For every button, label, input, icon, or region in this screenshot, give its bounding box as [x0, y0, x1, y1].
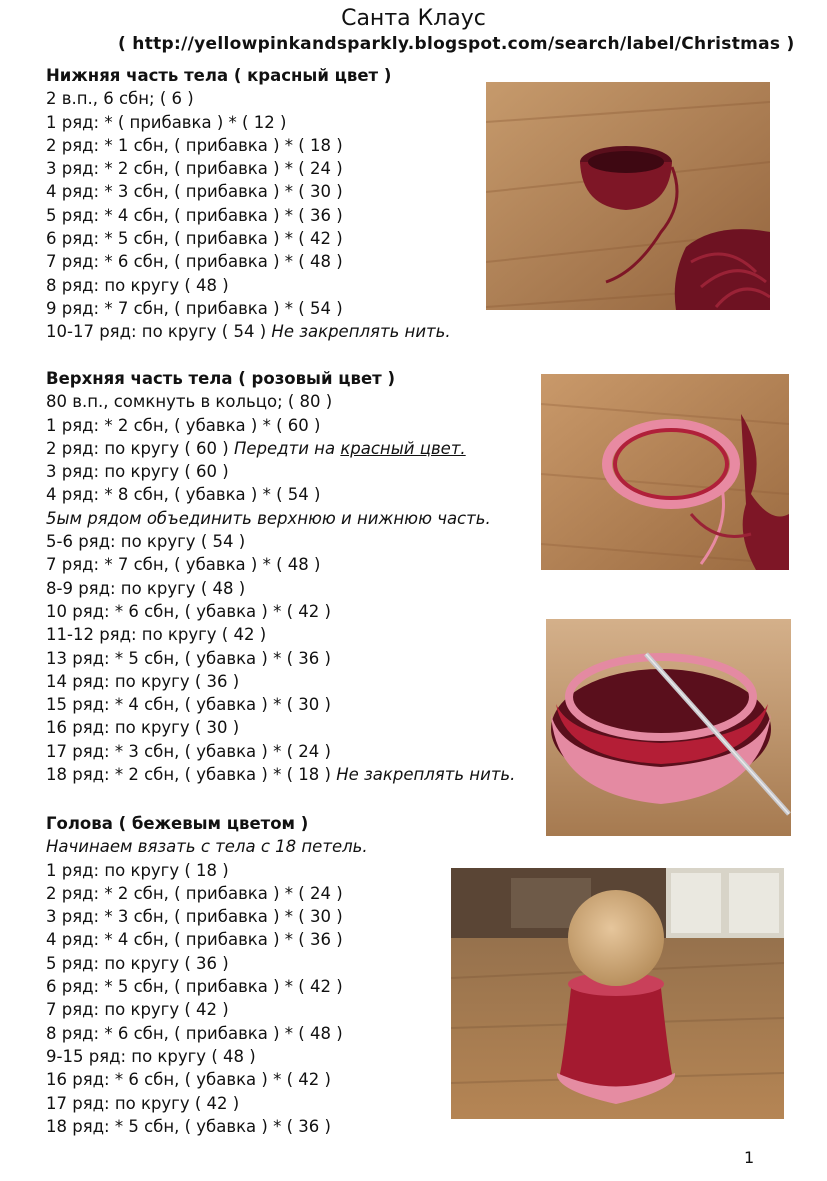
row-text: 8-9 ряд: по кругу ( 48 ) [46, 578, 246, 598]
pattern-row [46, 297, 451, 320]
pattern-row [46, 250, 451, 273]
source-url: ( http://yellowpinkandsparkly.blogspot.com/search/label/Christmas ) [118, 34, 795, 54]
pattern-row [46, 859, 368, 882]
row-text: 5 ряд: по кругу ( 36 ) [46, 953, 229, 973]
row-text: 5 ряд: * 4 сбн, ( прибавка ) * ( 36 ) [46, 205, 343, 225]
row-text: 13 ряд: * 5 сбн, ( убавка ) * ( 36 ) [46, 648, 331, 668]
row-text: 17 ряд: по кругу ( 42 ) [46, 1093, 240, 1113]
pattern-row [46, 600, 515, 623]
section-heading: Голова ( бежевым цветом ) [46, 814, 309, 833]
pattern-row [46, 87, 451, 110]
pattern-row [46, 507, 515, 530]
photo-red-bowl [486, 82, 770, 310]
row-text: 9 ряд: * 7 сбн, ( прибавка ) * ( 54 ) [46, 298, 343, 318]
pattern-row [46, 670, 515, 693]
pattern-row [46, 716, 515, 739]
pattern-row [46, 647, 515, 670]
section-upper-body [46, 367, 515, 786]
section-lower-body [46, 64, 451, 344]
row-text: 1 ряд: * ( прибавка ) * ( 12 ) [46, 112, 287, 132]
row-text: 2 ряд: * 2 сбн, ( прибавка ) * ( 24 ) [46, 883, 343, 903]
row-text: 2 в.п., 6 сбн; ( 6 ) [46, 89, 194, 109]
photo-finished-body [451, 868, 784, 1119]
row-text: 2 ряд: * 1 сбн, ( прибавка ) * ( 18 ) [46, 135, 343, 155]
pattern-row [46, 483, 515, 506]
row-text: 8 ряд: * 6 сбн, ( прибавка ) * ( 48 ) [46, 1023, 343, 1043]
row-note: Начинаем вязать с тела с 18 петель. [46, 837, 368, 857]
pattern-row [46, 740, 515, 763]
row-text: 6 ряд: * 5 сбн, ( прибавка ) * ( 42 ) [46, 229, 343, 249]
pattern-row [46, 905, 368, 928]
row-text: 7 ряд: по кругу ( 42 ) [46, 1000, 229, 1020]
pattern-row [46, 227, 451, 250]
pattern-row [46, 975, 368, 998]
pattern-row [46, 882, 368, 905]
photo-pink-skirt [546, 619, 791, 836]
row-text: 3 ряд: * 2 сбн, ( прибавка ) * ( 24 ) [46, 159, 343, 179]
pattern-row [46, 320, 451, 343]
row-note: 5ым рядом объединить верхнюю и нижнюю часть. [46, 508, 491, 528]
row-text: 4 ряд: * 8 сбн, ( убавка ) * ( 54 ) [46, 485, 321, 505]
row-text: 3 ряд: по кругу ( 60 ) [46, 462, 229, 482]
row-text: 9-15 ряд: по кругу ( 48 ) [46, 1046, 256, 1066]
row-text: 15 ряд: * 4 сбн, ( убавка ) * ( 30 ) [46, 695, 331, 715]
pattern-row [46, 204, 451, 227]
pattern-row [46, 1045, 368, 1068]
row-text: 7 ряд: * 7 сбн, ( убавка ) * ( 48 ) [46, 555, 321, 575]
section-heading: Верхняя часть тела ( розовый цвет ) [46, 369, 395, 388]
section-heading: Нижняя часть тела ( красный цвет ) [46, 66, 392, 85]
row-text: 18 ряд: * 2 сбн, ( убавка ) * ( 18 ) [46, 765, 337, 785]
row-text: 14 ряд: по кругу ( 36 ) [46, 671, 240, 691]
row-text: 18 ряд: * 5 сбн, ( убавка ) * ( 36 ) [46, 1116, 331, 1136]
pattern-row [46, 180, 451, 203]
pattern-row [46, 693, 515, 716]
pattern-row [46, 414, 515, 437]
row-text: 10-17 ряд: по кругу ( 54 ) [46, 322, 272, 342]
row-text: 17 ряд: * 3 сбн, ( убавка ) * ( 24 ) [46, 741, 331, 761]
photo-pink-ring [541, 374, 789, 570]
row-text: 5-6 ряд: по кругу ( 54 ) [46, 532, 246, 552]
row-text: 80 в.п., сомкнуть в кольцо; ( 80 ) [46, 392, 333, 412]
row-note: Передти на [233, 438, 341, 458]
row-text: 1 ряд: * 2 сбн, ( убавка ) * ( 60 ) [46, 415, 321, 435]
pattern-row [46, 530, 515, 553]
pattern-row [46, 1068, 368, 1091]
pattern-row [46, 1092, 368, 1115]
pattern-row [46, 835, 368, 858]
pattern-row [46, 998, 368, 1021]
pattern-row [46, 577, 515, 600]
row-text: 4 ряд: * 4 сбн, ( прибавка ) * ( 36 ) [46, 930, 343, 950]
document-title: Санта Клаус [341, 6, 486, 31]
pattern-row [46, 134, 451, 157]
row-text: 10 ряд: * 6 сбн, ( убавка ) * ( 42 ) [46, 601, 331, 621]
row-text: 11-12 ряд: по кругу ( 42 ) [46, 625, 267, 645]
pattern-row [46, 623, 515, 646]
row-text: 2 ряд: по кругу ( 60 ) [46, 438, 234, 458]
row-text: 1 ряд: по кругу ( 18 ) [46, 860, 229, 880]
row-text: 7 ряд: * 6 сбн, ( прибавка ) * ( 48 ) [46, 252, 343, 272]
section-head [46, 812, 368, 1138]
pattern-row [46, 390, 515, 413]
row-text: 6 ряд: * 5 сбн, ( прибавка ) * ( 42 ) [46, 977, 343, 997]
pattern-row [46, 437, 515, 460]
row-note-underlined: красный цвет. [340, 438, 466, 458]
pattern-row [46, 952, 368, 975]
row-text: 16 ряд: * 6 сбн, ( убавка ) * ( 42 ) [46, 1070, 331, 1090]
row-text: 8 ряд: по кругу ( 48 ) [46, 275, 229, 295]
pattern-row [46, 553, 515, 576]
pattern-row [46, 763, 515, 786]
pattern-row [46, 157, 451, 180]
pattern-row [46, 460, 515, 483]
pattern-row [46, 1115, 368, 1138]
pattern-row [46, 274, 451, 297]
pattern-row [46, 928, 368, 951]
row-text: 4 ряд: * 3 сбн, ( прибавка ) * ( 30 ) [46, 182, 343, 202]
row-text: 16 ряд: по кругу ( 30 ) [46, 718, 240, 738]
page-number: 1 [744, 1148, 755, 1167]
pattern-row [46, 111, 451, 134]
row-text: 3 ряд: * 3 сбн, ( прибавка ) * ( 30 ) [46, 907, 343, 927]
row-note: Не закреплять нить. [336, 765, 516, 785]
row-note: Не закреплять нить. [271, 322, 451, 342]
pattern-row [46, 1022, 368, 1045]
